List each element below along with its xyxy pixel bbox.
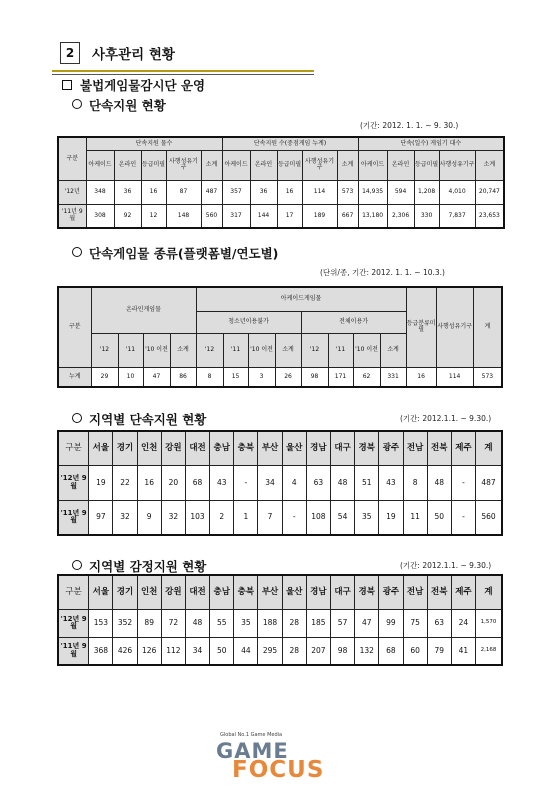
t4-period: (기간: 2012.1.1. ~ 9.30.) <box>400 561 492 570</box>
t1-col: 사행성유기구 <box>302 150 337 180</box>
cell: 48 <box>427 465 451 500</box>
cell: 19 <box>379 500 403 535</box>
cell: 11 <box>403 500 427 535</box>
row-label: 누계 <box>58 367 91 387</box>
cell: 47 <box>143 367 170 387</box>
logo-word-game: GAME <box>216 739 289 763</box>
cell: 43 <box>379 465 403 500</box>
region-header: 대전 <box>185 575 209 609</box>
cell: 9 <box>137 500 161 535</box>
section-header <box>52 34 314 66</box>
cell: 103 <box>185 500 209 535</box>
t3-title <box>72 410 206 428</box>
cell: 487 <box>476 465 502 500</box>
t1-group: 단속지원 물수 <box>86 137 222 150</box>
region-header: 충남 <box>210 431 234 465</box>
t4-table <box>57 574 503 666</box>
cell: - <box>234 465 258 500</box>
t1-col: 등급미필 <box>277 150 302 180</box>
cell: 54 <box>330 500 354 535</box>
region-header: 대구 <box>330 575 354 609</box>
cell: 32 <box>113 500 137 535</box>
cell: 28 <box>282 637 306 665</box>
t2-sub-col: '10 이전 <box>353 333 380 367</box>
t1-col: 소계 <box>201 150 222 180</box>
table-row <box>58 465 502 500</box>
cell: - <box>451 465 475 500</box>
cell: 594 <box>387 180 414 204</box>
region-header: 전남 <box>403 431 427 465</box>
cell: 36 <box>250 180 277 204</box>
t2-all-header: 전체이용가 <box>301 311 406 333</box>
cell: 16 <box>141 180 166 204</box>
cell: 22 <box>113 465 137 500</box>
cell: 667 <box>337 204 358 228</box>
t1-row-header: 구분 <box>58 137 86 180</box>
cell: 63 <box>427 609 451 637</box>
t1-col: 사행성유기구 <box>166 150 201 180</box>
t1-col: 등급미필 <box>414 150 439 180</box>
cell: 35 <box>355 500 379 535</box>
cell: 426 <box>113 637 137 665</box>
cell: 17 <box>277 204 302 228</box>
cell: 8 <box>403 465 427 500</box>
cell: 32 <box>161 500 185 535</box>
cell: 20 <box>161 465 185 500</box>
region-header: 서울 <box>89 431 113 465</box>
cell: 189 <box>302 204 337 228</box>
cell: 29 <box>91 367 118 387</box>
cell: 15 <box>223 367 248 387</box>
cell: 72 <box>161 609 185 637</box>
t4-title <box>72 557 206 575</box>
cell: 207 <box>306 637 330 665</box>
cell: 2,306 <box>387 204 414 228</box>
section-rule <box>52 70 314 72</box>
t2-sub-col: 소계 <box>380 333 406 367</box>
t1-col: 아케이드 <box>222 150 250 180</box>
t1-col: 소계 <box>475 150 504 180</box>
cell: 44 <box>234 637 258 665</box>
cell: 4,010 <box>439 180 475 204</box>
t1-col: 사행성유기구 <box>439 150 475 180</box>
t2-title <box>72 244 278 262</box>
region-header: 제주 <box>451 431 475 465</box>
cell: 36 <box>114 180 141 204</box>
cell: 41 <box>451 637 475 665</box>
cell: 14,935 <box>358 180 387 204</box>
region-header: 경기 <box>113 575 137 609</box>
cell: 7 <box>258 500 282 535</box>
t1-col: 아케이드 <box>86 150 114 180</box>
t3-period: (기간: 2012.1.1. ~ 9.30.) <box>400 414 492 423</box>
cell: 43 <box>210 465 234 500</box>
region-header: 서울 <box>89 575 113 609</box>
t3-table <box>57 430 503 536</box>
row-label: '12년 <box>58 180 86 204</box>
cell: 112 <box>161 637 185 665</box>
cell: 47 <box>355 609 379 637</box>
region-header: 울산 <box>282 575 306 609</box>
t2-arcade-header: 아케이드게임물 <box>196 287 406 311</box>
cell: 114 <box>436 367 473 387</box>
t1-col: 소계 <box>337 150 358 180</box>
cell: 68 <box>379 637 403 665</box>
t2-sub-col: '11 <box>118 333 143 367</box>
cell: 171 <box>328 367 353 387</box>
circle-bullet-icon <box>72 247 82 257</box>
region-header: 강원 <box>161 575 185 609</box>
cell: 87 <box>166 180 201 204</box>
table-row <box>58 609 502 637</box>
cell: 357 <box>222 180 250 204</box>
cell: 188 <box>258 609 282 637</box>
t1-period: (기간: 2012. 1. 1. ~ 9. 30.) <box>360 121 459 130</box>
cell: 19 <box>89 465 113 500</box>
cell: 12 <box>141 204 166 228</box>
section-rule-thin <box>52 74 314 75</box>
t2-sub-col: '10 이전 <box>248 333 275 367</box>
cell: 98 <box>301 367 328 387</box>
cell: 148 <box>166 204 201 228</box>
cell: 68 <box>185 465 209 500</box>
row-label: '11년 9월 <box>58 204 86 228</box>
row-label: '12년 9월 <box>58 465 89 500</box>
cell: 573 <box>337 180 358 204</box>
region-header: 강원 <box>161 431 185 465</box>
cell: 1 <box>234 500 258 535</box>
t1-title <box>72 96 166 114</box>
cell: 50 <box>210 637 234 665</box>
cell: 1,570 <box>476 609 502 637</box>
t2-online-header: 온라인게임물 <box>91 287 196 333</box>
logo-tagline: Global No.1 Game Media <box>220 732 283 738</box>
cell: 34 <box>185 637 209 665</box>
cell: 317 <box>222 204 250 228</box>
region-header: 경남 <box>306 431 330 465</box>
cell: 1,208 <box>414 180 439 204</box>
t4-row-header: 구분 <box>58 575 89 609</box>
circle-bullet-icon <box>72 99 82 109</box>
cell: 13,180 <box>358 204 387 228</box>
t2-unrated-header: 등급분류미필 <box>406 287 436 367</box>
t2-sub-col: 소계 <box>170 333 196 367</box>
cell: 348 <box>86 180 114 204</box>
cell: 57 <box>330 609 354 637</box>
t1-col: 등급미필 <box>141 150 166 180</box>
cell: 24 <box>451 609 475 637</box>
t2-sub-col: '12 <box>301 333 328 367</box>
cell: 63 <box>306 465 330 500</box>
cell: - <box>451 500 475 535</box>
cell: 108 <box>306 500 330 535</box>
section-number: 2 <box>60 42 80 64</box>
section-title: 사후관리 현황 <box>92 47 175 63</box>
t2-sub-col: 소계 <box>275 333 301 367</box>
cell: 2,168 <box>476 637 502 665</box>
cell: 26 <box>275 367 301 387</box>
t1-group: 단속지원 수(중점게임 누계) <box>222 137 358 150</box>
region-header: 경북 <box>355 575 379 609</box>
cell: 10 <box>118 367 143 387</box>
t1-title-text: 단속지원 현황 <box>89 98 166 113</box>
region-header: 전북 <box>427 575 451 609</box>
cell: 89 <box>137 609 161 637</box>
cell: 98 <box>330 637 354 665</box>
cell: 153 <box>89 609 113 637</box>
t2-title-text: 단속게임물 종류(플랫폼별/연도별) <box>89 246 279 261</box>
t2-table <box>57 286 503 388</box>
t1-group: 단속(일수) 게임기 대수 <box>358 137 504 150</box>
cell: 23,653 <box>475 204 504 228</box>
cell: 51 <box>355 465 379 500</box>
cell: 352 <box>113 609 137 637</box>
cell: 560 <box>476 500 502 535</box>
cell: 75 <box>403 609 427 637</box>
cell: 34 <box>258 465 282 500</box>
cell: 99 <box>379 609 403 637</box>
t2-gambling-header: 사행성유기구 <box>436 287 473 367</box>
t2-sub-col: '12 <box>196 333 223 367</box>
cell: 35 <box>234 609 258 637</box>
cell: 330 <box>414 204 439 228</box>
cell: 79 <box>427 637 451 665</box>
region-header: 인천 <box>137 431 161 465</box>
t1-col: 아케이드 <box>358 150 387 180</box>
table-row <box>58 367 502 387</box>
row-label: '11년 9월 <box>58 500 89 535</box>
cell: 560 <box>201 204 222 228</box>
game-focus-logo <box>200 732 360 782</box>
region-header: 경기 <box>113 431 137 465</box>
cell: 3 <box>248 367 275 387</box>
cell: 126 <box>137 637 161 665</box>
region-header: 부산 <box>258 431 282 465</box>
cell: 185 <box>306 609 330 637</box>
cell: 60 <box>403 637 427 665</box>
cell: 114 <box>302 180 337 204</box>
heading-text: 불법게임물감시단 운영 <box>80 78 206 93</box>
region-header: 경북 <box>355 431 379 465</box>
logo-word-focus: FOCUS <box>232 757 325 783</box>
cell: 132 <box>355 637 379 665</box>
cell: 16 <box>406 367 436 387</box>
table-row <box>58 500 502 535</box>
region-header: 광주 <box>379 575 403 609</box>
t2-sub-col: '12 <box>91 333 118 367</box>
cell: 16 <box>277 180 302 204</box>
t3-title-text: 지역별 단속지원 현황 <box>89 412 207 427</box>
region-header: 전남 <box>403 575 427 609</box>
cell: 573 <box>473 367 502 387</box>
heading <box>62 76 205 94</box>
cell: 144 <box>250 204 277 228</box>
t1-col: 온라인 <box>250 150 277 180</box>
region-header: 광주 <box>379 431 403 465</box>
t1-table <box>57 136 505 229</box>
cell: 308 <box>86 204 114 228</box>
cell: - <box>282 500 306 535</box>
region-header: 충남 <box>210 575 234 609</box>
region-header: 부산 <box>258 575 282 609</box>
cell: 487 <box>201 180 222 204</box>
cell: 368 <box>89 637 113 665</box>
cell: 7,837 <box>439 204 475 228</box>
cell: 2 <box>210 500 234 535</box>
cell: 50 <box>427 500 451 535</box>
row-label: '12년 9월 <box>58 609 89 637</box>
cell: 86 <box>170 367 196 387</box>
region-header: 경남 <box>306 575 330 609</box>
region-header: 인천 <box>137 575 161 609</box>
region-header: 제주 <box>451 575 475 609</box>
cell: 16 <box>137 465 161 500</box>
cell: 8 <box>196 367 223 387</box>
region-header: 대전 <box>185 431 209 465</box>
cell: 331 <box>380 367 406 387</box>
cell: 97 <box>89 500 113 535</box>
region-header: 대구 <box>330 431 354 465</box>
cell: 92 <box>114 204 141 228</box>
t2-sub-col: '11 <box>223 333 248 367</box>
region-header: 충북 <box>234 431 258 465</box>
circle-bullet-icon <box>72 413 82 423</box>
square-bullet-icon <box>62 80 72 90</box>
t2-period: (단위/종, 기간: 2012. 1. 1. ~ 10.3.) <box>320 268 445 277</box>
circle-bullet-icon <box>72 560 82 570</box>
cell: 28 <box>282 609 306 637</box>
region-header: 울산 <box>282 431 306 465</box>
total-header: 계 <box>476 575 502 609</box>
total-header: 계 <box>476 431 502 465</box>
t2-sub-col: '11 <box>328 333 353 367</box>
region-header: 전북 <box>427 431 451 465</box>
cell: 295 <box>258 637 282 665</box>
table-row <box>58 204 504 228</box>
table-row <box>58 180 504 204</box>
cell: 55 <box>210 609 234 637</box>
t2-youth-header: 청소년이용불가 <box>196 311 301 333</box>
t3-row-header: 구분 <box>58 431 89 465</box>
cell: 4 <box>282 465 306 500</box>
region-header: 충북 <box>234 575 258 609</box>
t1-col: 온라인 <box>387 150 414 180</box>
row-label: '11년 9월 <box>58 637 89 665</box>
cell: 48 <box>185 609 209 637</box>
t4-title-text: 지역별 감정지원 현황 <box>89 559 207 574</box>
t1-col: 온라인 <box>114 150 141 180</box>
t2-total-header: 계 <box>473 287 502 367</box>
t2-row-header: 구분 <box>58 287 91 367</box>
cell: 48 <box>330 465 354 500</box>
t2-sub-col: '10 이전 <box>143 333 170 367</box>
table-row <box>58 637 502 665</box>
cell: 62 <box>353 367 380 387</box>
cell: 20,747 <box>475 180 504 204</box>
